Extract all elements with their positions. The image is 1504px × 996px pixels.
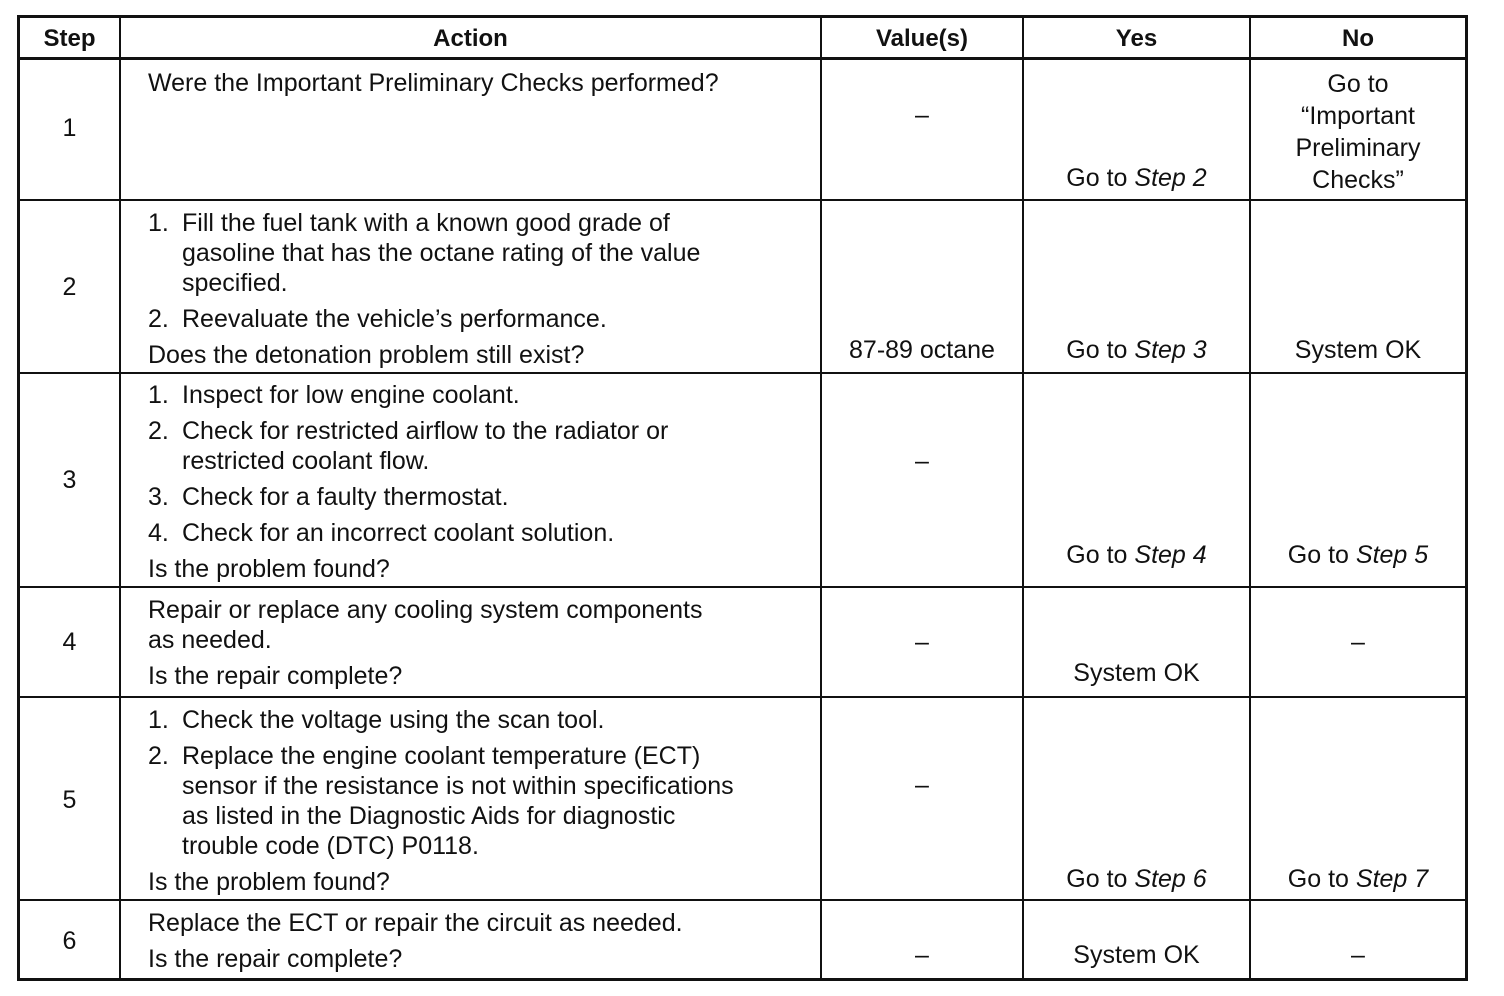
list-item: 1. Check the voltage using the scan tool.	[148, 706, 605, 734]
value-cell: –	[915, 628, 929, 656]
list-item: 2. Check for restricted airflow to the radiator or restricted coolant flow.	[148, 417, 669, 475]
step-number: 5	[62, 786, 77, 814]
action-cell: Repair or replace any cooling system components as needed. Is the repair complete?	[148, 595, 813, 691]
value-cell: –	[915, 941, 929, 969]
question-text: Is the repair complete?	[148, 662, 403, 690]
value-cell: –	[915, 101, 929, 129]
header-divider	[20, 57, 1465, 60]
row-divider	[20, 199, 1465, 201]
no-cell: System OK	[1294, 336, 1422, 364]
step-number: 6	[62, 927, 77, 955]
value-cell: –	[915, 771, 929, 799]
action-text: Were the Important Preliminary Checks performed?	[148, 69, 719, 97]
header-values: Value(s)	[875, 25, 969, 52]
question-text: Does the detonation problem still exist?	[148, 341, 585, 369]
no-cell: Go to Step 7	[1287, 865, 1429, 893]
row-divider	[20, 586, 1465, 588]
no-cell: Go to Step 5	[1287, 541, 1429, 569]
step-number: 3	[62, 466, 77, 494]
header-yes: Yes	[1115, 25, 1158, 52]
yes-cell: System OK	[1073, 659, 1200, 687]
column-divider	[119, 18, 121, 978]
action-cell	[148, 208, 813, 370]
header-step: Step	[43, 25, 96, 52]
step-number: 2	[62, 273, 77, 301]
step-number: 1	[62, 114, 77, 142]
list-item: 2. Reevaluate the vehicle’s performance.	[148, 305, 607, 333]
row-divider	[20, 696, 1465, 698]
list-item: 2. Replace the engine coolant temperature (ECT) sensor if the resistance is not within specifications as listed in the Diagnostic Aids for diagnostic trouble code (DTC) P0118.	[148, 742, 734, 860]
yes-cell: Go to Step 3	[1066, 336, 1207, 364]
list-item: 1. Inspect for low engine coolant.	[148, 381, 520, 409]
list-item: 3. Check for a faulty thermostat.	[148, 483, 509, 511]
yes-cell: Go to Step 4	[1066, 541, 1207, 569]
row-divider	[20, 899, 1465, 901]
step-number: 4	[62, 628, 77, 656]
value-cell: 87-89 octane	[849, 336, 995, 364]
list-item: 4. Check for an incorrect coolant solution.	[148, 519, 615, 547]
question-text: Is the problem found?	[148, 555, 390, 583]
action-cell	[148, 380, 813, 584]
list-item: 1. Fill the fuel tank with a known good grade of gasoline that has the octane rating of the value specified.	[148, 209, 701, 297]
no-cell: –	[1351, 628, 1365, 656]
yes-cell: Go to Step 2	[1066, 164, 1207, 192]
yes-cell: System OK	[1073, 941, 1200, 969]
question-text: Is the problem found?	[148, 868, 390, 896]
question-text: Is the repair complete?	[148, 945, 403, 973]
value-cell: –	[915, 447, 929, 475]
diagnostic-table	[17, 15, 1468, 981]
action-cell: Replace the ECT or repair the circuit as needed. Is the repair complete?	[148, 908, 813, 974]
header-action: Action	[433, 25, 508, 52]
action-cell	[148, 705, 813, 897]
column-divider	[1022, 18, 1024, 978]
header-no: No	[1342, 25, 1374, 52]
no-cell: –	[1351, 941, 1365, 969]
no-cell: Go to “Important Preliminary Checks”	[1295, 70, 1421, 194]
row-divider	[20, 372, 1465, 374]
yes-cell: Go to Step 6	[1066, 865, 1207, 893]
column-divider	[820, 18, 822, 978]
